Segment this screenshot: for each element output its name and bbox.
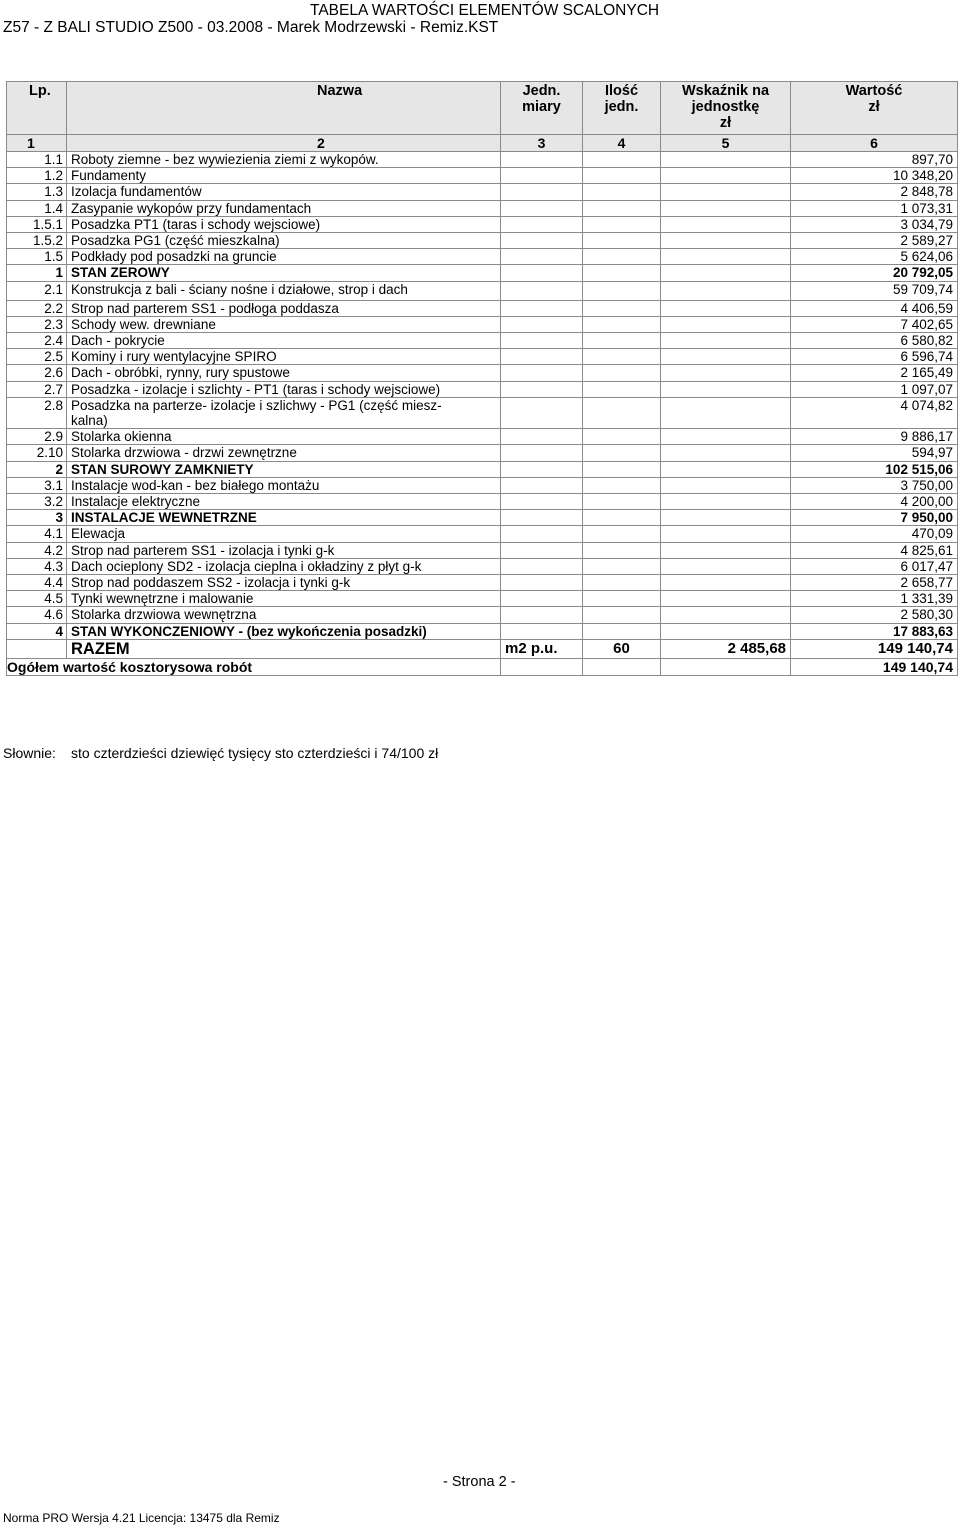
col-number: 2 — [67, 135, 501, 152]
col-number: 4 — [583, 135, 661, 152]
col-header-jedn: Jedn. miary — [501, 82, 583, 135]
table-row — [7, 575, 958, 591]
row-nazwa: Posadzka PG1 (część mieszkalna) — [67, 233, 501, 249]
row-lp: 4.2 — [7, 542, 67, 558]
table-row — [7, 397, 958, 428]
amount-in-words-value: sto czterdzieści dziewięć tysięcy sto czterdzieści i 74/100 zł — [71, 745, 439, 761]
section-total-row — [7, 265, 958, 281]
row-wartosc: 20 792,05 — [791, 265, 958, 281]
table-row — [7, 316, 958, 332]
razem-row — [7, 639, 958, 658]
table-row — [7, 281, 958, 300]
report-title: TABELA WARTOŚCI ELEMENTÓW SCALONYCH — [310, 2, 660, 19]
row-nazwa: Strop nad parterem SS1 - podłoga poddasza — [67, 300, 501, 316]
row-nazwa: STAN SUROWY ZAMKNIETY — [67, 461, 501, 477]
row-lp: 1 — [7, 265, 67, 281]
table-row — [7, 233, 958, 249]
row-wartosc: 4 074,82 — [791, 397, 958, 428]
row-lp: 4.3 — [7, 558, 67, 574]
col-header-lp: Lp. — [7, 82, 67, 135]
col-number: 5 — [661, 135, 791, 152]
row-nazwa: Posadzka na parterze- izolacje i szlichwy - PG1 (część miesz- kalna) — [67, 397, 501, 428]
row-wartosc: 9 886,17 — [791, 429, 958, 445]
row-lp: 4.5 — [7, 591, 67, 607]
row-lp: 2 — [7, 461, 67, 477]
row-wartosc: 4 200,00 — [791, 494, 958, 510]
row-nazwa: STAN ZEROWY — [67, 265, 501, 281]
row-lp: 1.3 — [7, 184, 67, 200]
table-row — [7, 477, 958, 493]
row-wartosc: 4 825,61 — [791, 542, 958, 558]
table-row — [7, 542, 958, 558]
table-header-row — [7, 82, 958, 135]
row-nazwa: Elewacja — [67, 526, 501, 542]
row-nazwa: Tynki wewnętrzne i malowanie — [67, 591, 501, 607]
ogolem-wartosc: 149 140,74 — [791, 658, 958, 675]
table-row — [7, 300, 958, 316]
row-lp: 1.5.1 — [7, 216, 67, 232]
row-wartosc: 6 596,74 — [791, 349, 958, 365]
row-nazwa: Konstrukcja z bali - ściany nośne i działowe, strop i dach — [67, 281, 501, 300]
col-number: 3 — [501, 135, 583, 152]
row-lp: 2.10 — [7, 445, 67, 461]
col-header-nazwa: Nazwa — [67, 82, 501, 135]
table-row — [7, 591, 958, 607]
row-wartosc: 1 073,31 — [791, 200, 958, 216]
table-row — [7, 216, 958, 232]
row-wartosc: 7 402,65 — [791, 316, 958, 332]
row-lp: 3.2 — [7, 494, 67, 510]
table-row — [7, 333, 958, 349]
row-wartosc: 4 406,59 — [791, 300, 958, 316]
razem-ilosc: 60 — [583, 639, 661, 658]
table-row — [7, 494, 958, 510]
row-lp: 4 — [7, 623, 67, 639]
row-wartosc: 2 658,77 — [791, 575, 958, 591]
row-nazwa: Instalacje wod-kan - bez białego montażu — [67, 477, 501, 493]
row-lp: 3.1 — [7, 477, 67, 493]
software-footer: Norma PRO Wersja 4.21 Licencja: 13475 dla Remiz — [3, 1511, 280, 1525]
row-wartosc: 2 589,27 — [791, 233, 958, 249]
row-nazwa: Stolarka drzwiowa wewnętrzna — [67, 607, 501, 623]
amount-in-words — [3, 745, 439, 761]
row-nazwa: Strop nad poddaszem SS2 - izolacja i tynki g-k — [67, 575, 501, 591]
row-nazwa: INSTALACJE WEWNETRZNE — [67, 510, 501, 526]
row-wartosc: 59 709,74 — [791, 281, 958, 300]
row-nazwa: Dach ocieplony SD2 - izolacja cieplna i okładziny z płyt g-k — [67, 558, 501, 574]
col-header-ilosc: Ilość jedn. — [583, 82, 661, 135]
table-row — [7, 429, 958, 445]
row-wartosc: 17 883,63 — [791, 623, 958, 639]
row-lp: 2.4 — [7, 333, 67, 349]
row-lp: 4.6 — [7, 607, 67, 623]
row-lp: 4.1 — [7, 526, 67, 542]
row-nazwa: Podkłady pod posadzki na gruncie — [67, 249, 501, 265]
row-nazwa: Izolacja fundamentów — [67, 184, 501, 200]
table-row — [7, 607, 958, 623]
row-nazwa: Schody wew. drewniane — [67, 316, 501, 332]
row-wartosc: 2 580,30 — [791, 607, 958, 623]
section-total-row — [7, 510, 958, 526]
row-nazwa: Roboty ziemne - bez wywiezienia ziemi z wykopów. — [67, 152, 501, 168]
table-row — [7, 168, 958, 184]
row-nazwa: Strop nad parterem SS1 - izolacja i tynki g-k — [67, 542, 501, 558]
row-wartosc: 102 515,06 — [791, 461, 958, 477]
section-total-row — [7, 623, 958, 639]
row-lp: 2.7 — [7, 381, 67, 397]
cost-table — [6, 81, 958, 676]
row-lp: 1.5 — [7, 249, 67, 265]
row-lp: 1.1 — [7, 152, 67, 168]
col-header-wartosc: Wartość zł — [791, 82, 958, 135]
row-lp: 1.5.2 — [7, 233, 67, 249]
column-number-row — [7, 135, 958, 152]
row-nazwa: Instalacje elektryczne — [67, 494, 501, 510]
row-wartosc: 10 348,20 — [791, 168, 958, 184]
table-row — [7, 365, 958, 381]
row-wartosc: 6 017,47 — [791, 558, 958, 574]
row-wartosc: 3 034,79 — [791, 216, 958, 232]
row-wartosc: 594,97 — [791, 445, 958, 461]
row-wartosc: 2 848,78 — [791, 184, 958, 200]
row-lp: 3 — [7, 510, 67, 526]
row-nazwa: Posadzka - izolacje i szlichty - PT1 (taras i schody wejsciowe) — [67, 381, 501, 397]
row-lp: 2.6 — [7, 365, 67, 381]
row-lp: 2.9 — [7, 429, 67, 445]
page-number: - Strona 2 - — [443, 1474, 516, 1490]
row-lp: 1.2 — [7, 168, 67, 184]
razem-wskaznik: 2 485,68 — [661, 639, 791, 658]
row-lp: 2.3 — [7, 316, 67, 332]
row-lp: 2.2 — [7, 300, 67, 316]
table-row — [7, 200, 958, 216]
amount-in-words-label: Słownie: — [3, 745, 56, 761]
col-number: 6 — [791, 135, 958, 152]
table-row — [7, 249, 958, 265]
col-header-wskaznik: Wskaźnik na jednostkę zł — [661, 82, 791, 135]
row-wartosc: 2 165,49 — [791, 365, 958, 381]
row-nazwa: Stolarka okienna — [67, 429, 501, 445]
row-lp: 2.1 — [7, 281, 67, 300]
row-nazwa: Fundamenty — [67, 168, 501, 184]
row-wartosc: 7 950,00 — [791, 510, 958, 526]
row-wartosc: 1 097,07 — [791, 381, 958, 397]
table-row — [7, 526, 958, 542]
ogolem-label: Ogółem wartość kosztorysowa robót — [7, 658, 501, 675]
row-nazwa: Dach - pokrycie — [67, 333, 501, 349]
row-nazwa: Stolarka drzwiowa - drzwi zewnętrzne — [67, 445, 501, 461]
row-lp: 1.4 — [7, 200, 67, 216]
table-row — [7, 558, 958, 574]
row-nazwa: Zasypanie wykopów przy fundamentach — [67, 200, 501, 216]
razem-wartosc: 149 140,74 — [791, 639, 958, 658]
row-wartosc: 3 750,00 — [791, 477, 958, 493]
razem-jedn: m2 p.u. — [501, 639, 583, 658]
row-lp: 4.4 — [7, 575, 67, 591]
razem-label: RAZEM — [67, 639, 501, 658]
file-name: Z57 - Z BALI STUDIO Z500 - 03.2008 - Marek Modrzewski - Remiz.KST — [3, 19, 499, 36]
table-row — [7, 152, 958, 168]
row-lp: 2.5 — [7, 349, 67, 365]
table-row — [7, 445, 958, 461]
row-wartosc: 1 331,39 — [791, 591, 958, 607]
table-row — [7, 381, 958, 397]
row-nazwa: Posadzka PT1 (taras i schody wejsciowe) — [67, 216, 501, 232]
row-wartosc: 470,09 — [791, 526, 958, 542]
row-wartosc: 897,70 — [791, 152, 958, 168]
table-row — [7, 184, 958, 200]
row-wartosc: 6 580,82 — [791, 333, 958, 349]
table-row — [7, 349, 958, 365]
row-nazwa: Kominy i rury wentylacyjne SPIRO — [67, 349, 501, 365]
row-nazwa: Dach - obróbki, rynny, rury spustowe — [67, 365, 501, 381]
col-number: 1 — [7, 135, 67, 152]
section-total-row — [7, 461, 958, 477]
ogolem-row — [7, 658, 958, 675]
row-wartosc: 5 624,06 — [791, 249, 958, 265]
row-lp: 2.8 — [7, 397, 67, 428]
row-nazwa: STAN WYKONCZENIOWY - (bez wykończenia posadzki) — [67, 623, 501, 639]
